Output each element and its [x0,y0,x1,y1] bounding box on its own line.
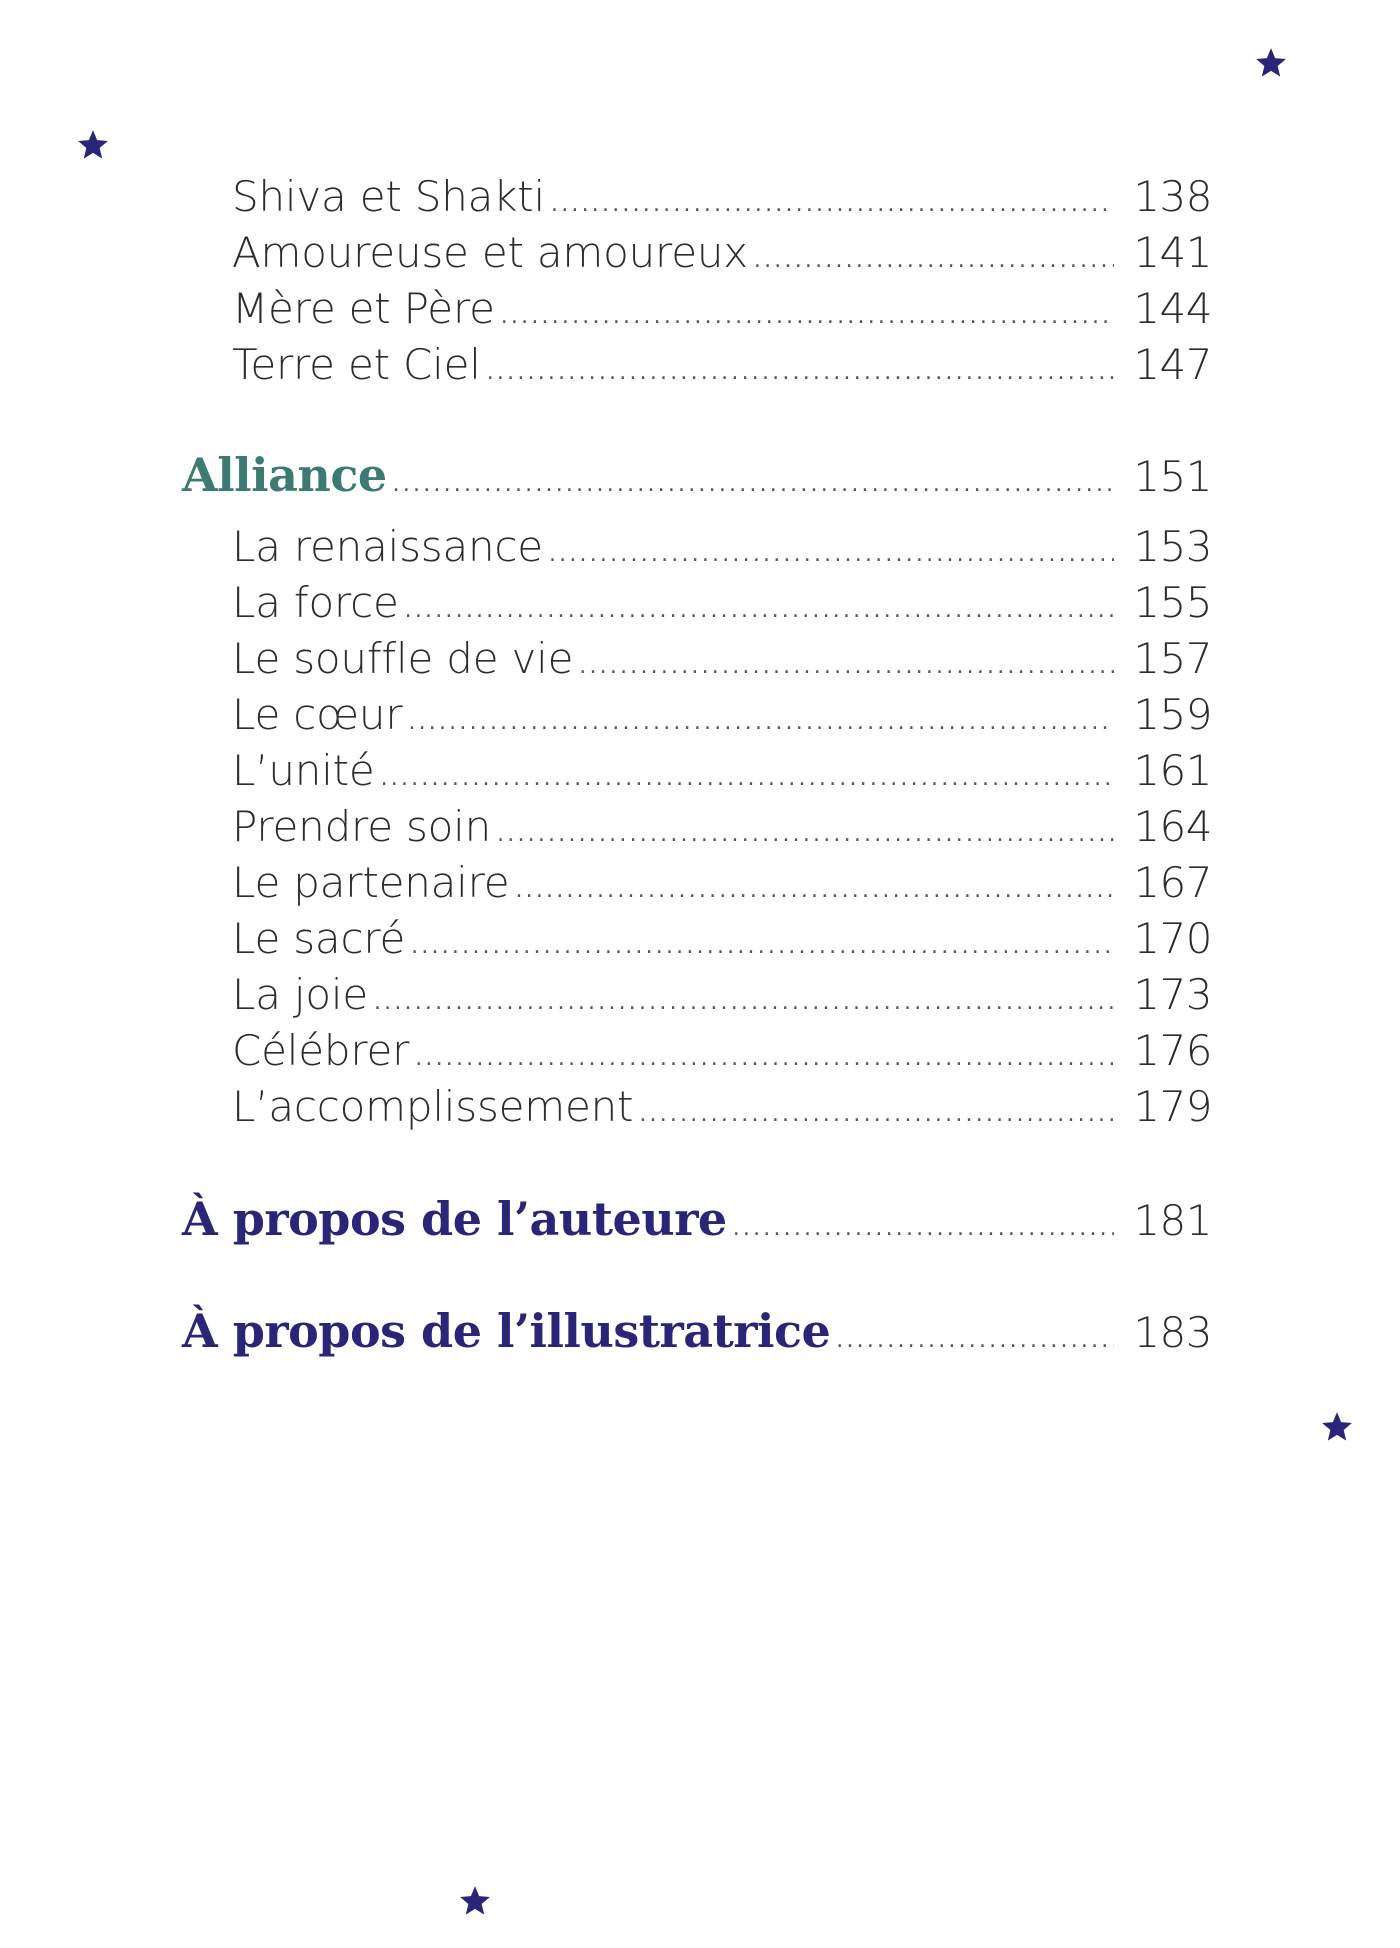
toc-entry[interactable] [232,858,1212,907]
toc-entry-page: 176 [1133,1026,1212,1075]
dot-leader [733,1216,1114,1241]
toc-section-title: À propos de l’auteure [182,1192,727,1246]
dot-leader [374,990,1114,1015]
toc-entry-title: Célébrer [232,1026,410,1075]
toc-entry-title: Shiva et Shakti [232,172,546,221]
toc-entry[interactable] [232,970,1212,1019]
toc-entry-page: 159 [1133,690,1212,739]
dot-leader [415,1046,1114,1071]
toc-section-page: 151 [1133,452,1212,501]
toc-entry-page: 167 [1133,858,1212,907]
toc-entry[interactable] [232,284,1212,333]
toc-entry-title: Le cœur [232,690,403,739]
toc-entry-title: Le souffle de vie [232,634,574,683]
toc-entry-title: Le sacré [232,914,406,963]
toc-entry[interactable] [232,802,1212,851]
toc-section-about-illustrator[interactable] [182,1304,1212,1358]
toc-entry-page: 173 [1133,970,1212,1019]
toc-entry[interactable] [232,340,1212,389]
dot-leader [405,598,1114,623]
toc-entry-page: 138 [1133,172,1212,221]
toc-entry-title: La renaissance [232,522,543,571]
toc-entry-page: 157 [1133,634,1212,683]
toc-entry-page: 170 [1133,914,1212,963]
toc-section-page: 181 [1133,1196,1212,1245]
dot-leader [487,360,1114,385]
dot-leader [579,654,1114,679]
star-icon [1254,46,1288,80]
dot-leader [549,542,1114,567]
toc-entry[interactable] [232,1082,1212,1131]
dot-leader [515,878,1114,903]
toc-entry[interactable] [232,172,1212,221]
toc-entry-page: 164 [1133,802,1212,851]
dot-leader [836,1328,1114,1353]
dot-leader [497,822,1114,847]
toc-entry-title: La joie [232,970,368,1019]
toc-entry-title: Le partenaire [232,858,510,907]
toc-section-alliance[interactable] [182,448,1212,502]
toc-entry-title: L’unité [232,746,375,795]
toc-entry-page: 155 [1133,578,1212,627]
toc-section-about-author[interactable] [182,1192,1212,1246]
dot-leader [408,710,1114,735]
toc-entry-page: 141 [1133,228,1212,277]
toc-section-title: Alliance [182,448,387,502]
dot-leader [639,1102,1114,1127]
toc-entry[interactable] [232,228,1212,277]
toc-entry-title: La force [232,578,399,627]
toc-entry-page: 147 [1133,340,1212,389]
star-icon [1320,1410,1354,1444]
toc-entry-title: Terre et Ciel [232,340,481,389]
dot-leader [381,766,1114,791]
dot-leader [754,248,1114,273]
toc-entry[interactable] [232,522,1212,571]
toc-entry-title: Amoureuse et amoureux [232,228,748,277]
star-icon [76,128,110,162]
toc-entry-title: Mère et Père [232,284,495,333]
toc-section-page: 183 [1133,1308,1212,1357]
toc-entry-title: L’accomplissement [232,1082,634,1131]
toc-entry-page: 161 [1133,746,1212,795]
dot-leader [393,472,1114,497]
toc-entry[interactable] [232,634,1212,683]
toc-entry[interactable] [232,746,1212,795]
toc-entry-title: Prendre soin [232,802,492,851]
toc-entry-page: 179 [1133,1082,1212,1131]
toc-entry-page: 153 [1133,522,1212,571]
star-icon [458,1884,492,1918]
toc-entry[interactable] [232,690,1212,739]
dot-leader [411,934,1114,959]
toc-entry[interactable] [232,1026,1212,1075]
dot-leader [551,192,1114,217]
toc-entry-page: 144 [1133,284,1212,333]
dot-leader [501,304,1114,329]
toc-entry[interactable] [232,578,1212,627]
toc-section-title: À propos de l’illustratrice [182,1304,831,1358]
toc-entry[interactable] [232,914,1212,963]
